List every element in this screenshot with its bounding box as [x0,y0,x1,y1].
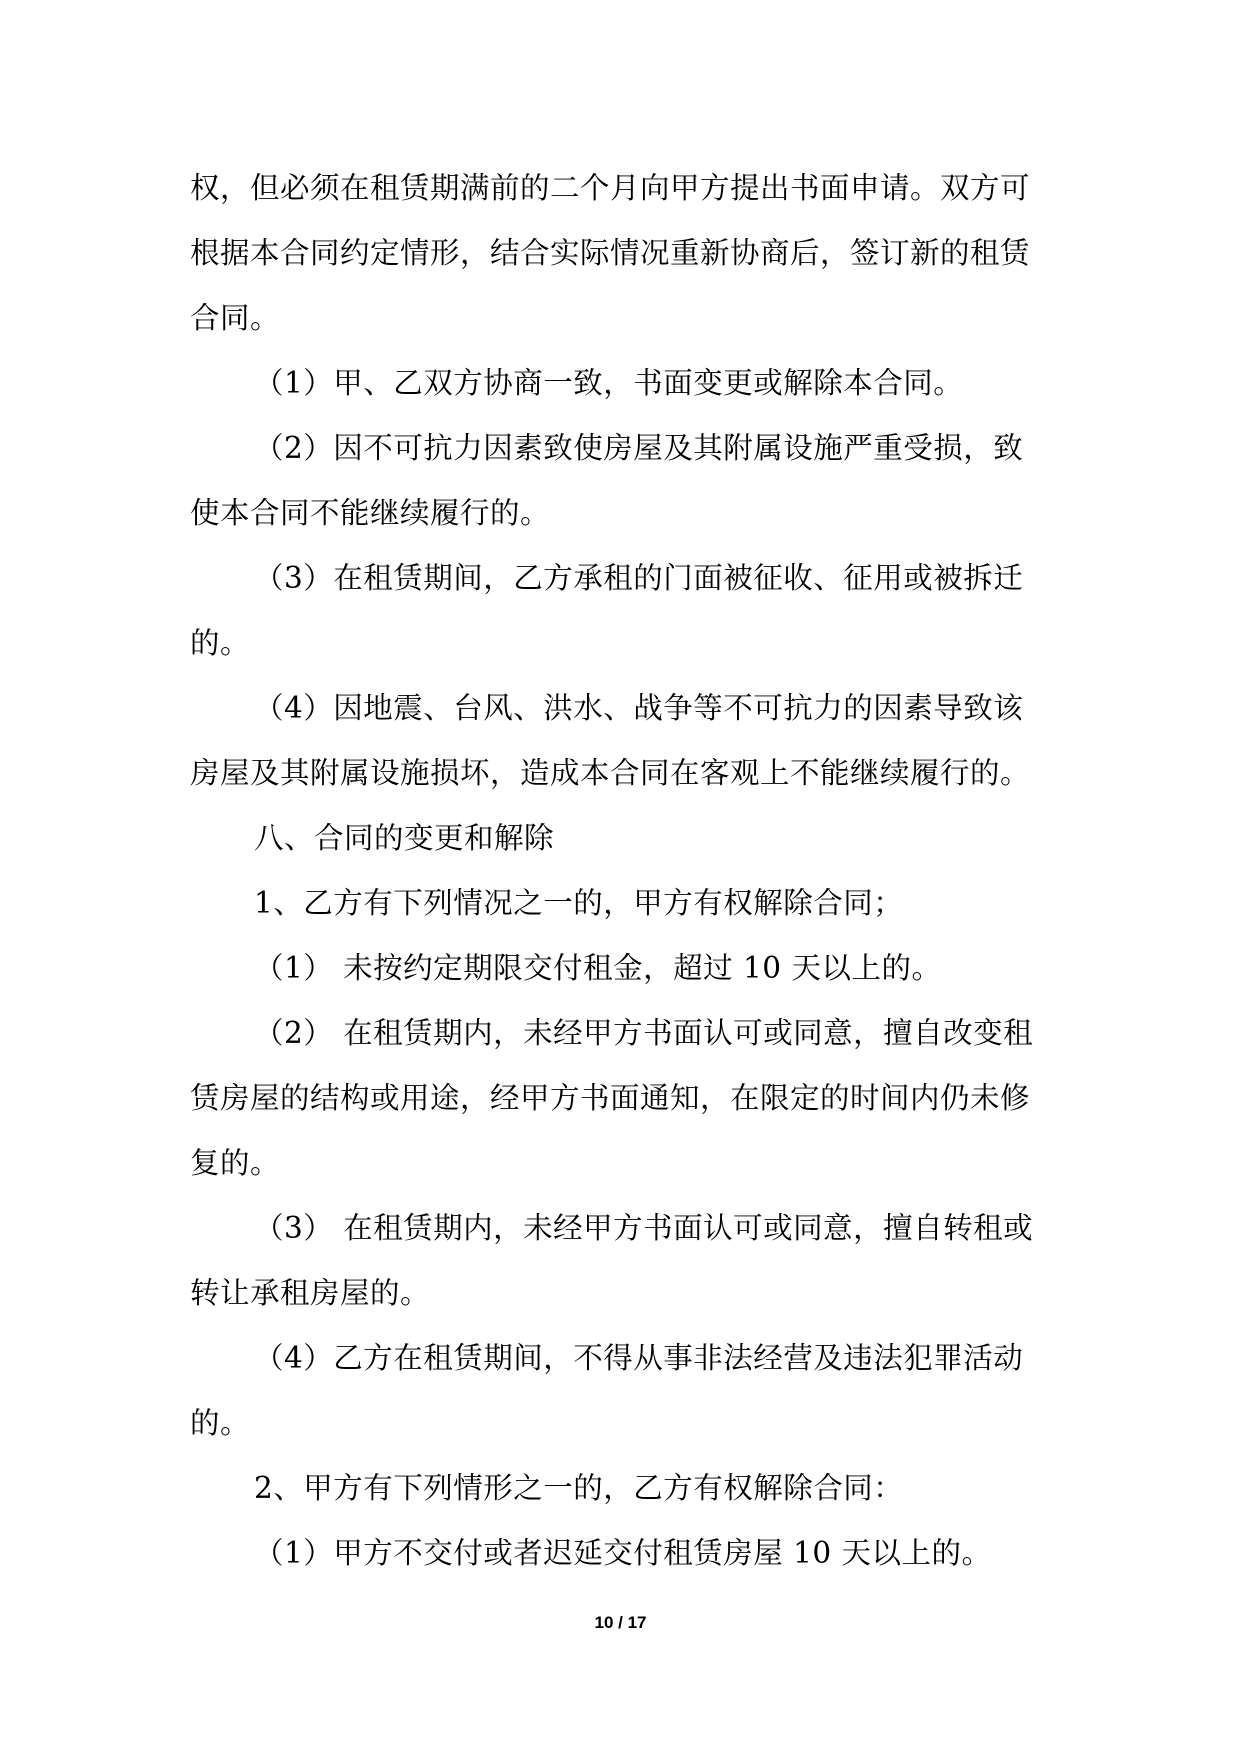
text-line: 房屋及其附属设施损坏，造成本合同在客观上不能继续履行的。 [190,756,1031,790]
paragraph [190,416,1070,546]
paragraph [190,1326,1070,1456]
text-line: （1） 未按约定期限交付租金，超过 10 天以上的。 [254,951,942,985]
document-body [190,156,1070,1586]
paragraph [190,1456,1070,1521]
paragraph [190,1521,1070,1586]
text-line: （3）在租赁期间，乙方承租的门面被征收、征用或被拆迁 [254,561,1024,595]
text-line: 八、合同的变更和解除 [254,821,555,855]
text-line: 使本合同不能继续履行的。 [190,496,551,530]
paragraph [190,1196,1070,1326]
text-line: 的。 [190,1406,251,1440]
paragraph [190,676,1070,806]
paragraph [190,806,1070,871]
paragraph [190,936,1070,1001]
text-line: 1、乙方有下列情况之一的，甲方有权解除合同； [254,886,904,920]
text-line: （4）因地震、台风、洪水、战争等不可抗力的因素导致该 [254,691,1024,725]
text-line: 赁房屋的结构或用途，经甲方书面通知，在限定的时间内仍未修 [190,1081,1031,1115]
paragraph [190,1001,1070,1196]
text-line: 合同。 [190,301,281,335]
paragraph [190,546,1070,676]
text-line: 转让承租房屋的。 [190,1276,431,1310]
text-line: （3） 在租赁期内，未经甲方书面认可或同意，擅自转租或 [254,1211,1034,1245]
paragraph [190,156,1070,351]
text-line: 权，但必须在租赁期满前的二个月向甲方提出书面申请。双方可 [190,171,1031,205]
page-number: 10 / 17 [594,1613,647,1632]
paragraph [190,871,1070,936]
text-line: （1）甲、乙双方协商一致，书面变更或解除本合同。 [254,366,964,400]
text-line: （2）因不可抗力因素致使房屋及其附属设施严重受损，致 [254,431,1024,465]
paragraph [190,351,1070,416]
text-line: 的。 [190,626,251,660]
text-line: （2） 在租赁期内，未经甲方书面认可或同意，擅自改变租 [254,1016,1034,1050]
text-line: （1）甲方不交付或者迟延交付租赁房屋 10 天以上的。 [254,1536,992,1570]
text-line: 2、甲方有下列情形之一的，乙方有权解除合同： [254,1471,904,1505]
text-line: 复的。 [190,1146,281,1180]
text-line: 根据本合同约定情形，结合实际情况重新协商后，签订新的租赁 [190,236,1031,270]
text-line: （4）乙方在租赁期间，不得从事非法经营及违法犯罪活动 [254,1341,1024,1375]
